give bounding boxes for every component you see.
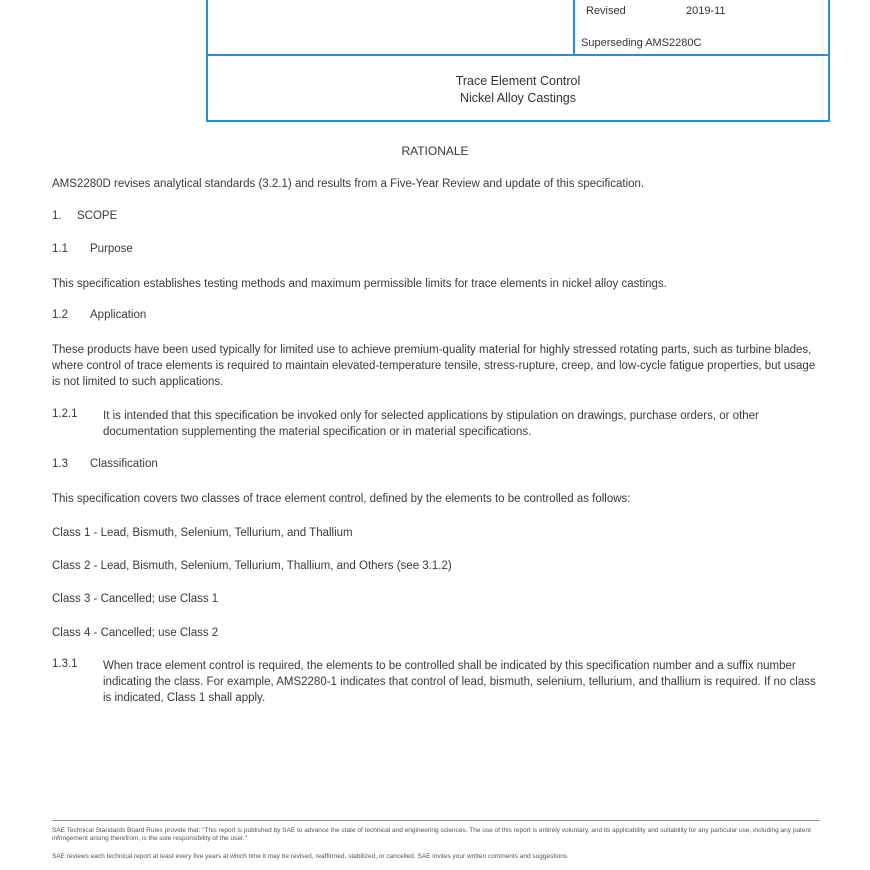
footer-review-notice: SAE reviews each technical report at least every five years at which time it may be revised, reaffirmed, stabilized, or cancelled. SAE invites your written comments and suggestions. — [52, 853, 569, 860]
section-1-2-1-text: It is intended that this specification be invoked only for selected applications by stipulation on drawings, purchase orders, or other documentation supplementing the material specification or in material specifications. — [103, 410, 759, 438]
section-1-2-text: These products have been used typically for limited use to achieve premium-quality material for highly stressed rotating parts, such as turbine blades, where control of trace elements is required to maintain elevated-temperature tensile, stress-rupture, creep, and low-cycle fatigue properties, but usage is not limited to such applications. — [52, 344, 816, 388]
document-header-box — [206, 0, 830, 122]
section-1-2-number: 1.2 — [52, 309, 68, 321]
section-1-number: 1. — [52, 210, 62, 222]
section-1-2-title: Application — [90, 309, 147, 321]
header-divider-vertical — [573, 0, 575, 56]
class-4-item: Class 4 - Cancelled; use Class 2 — [52, 627, 219, 639]
superseding-label: Superseding AMS2280C — [581, 37, 702, 49]
section-1-2-1-number: 1.2.1 — [52, 408, 78, 420]
section-1-3-1-number: 1.3.1 — [52, 658, 78, 670]
section-1-title: SCOPE — [77, 210, 118, 222]
header-divider-horizontal — [208, 54, 828, 56]
section-1-3-number: 1.3 — [52, 458, 68, 470]
revised-label: Revised — [586, 5, 626, 17]
section-1-1-text: This specification establishes testing methods and maximum permissible limits for trace elements in nickel alloy castings. — [52, 278, 667, 290]
class-2-item: Class 2 - Lead, Bismuth, Selenium, Tellurium, Thallium, and Others (see 3.1.2) — [52, 560, 452, 572]
revised-date: 2019-11 — [686, 5, 726, 17]
section-1-3-1-text: When trace element control is required, the elements to be controlled shall be indicated by this specification number and a suffix number indicating the class. For example, AMS2280-1 indicates that control of lead, bismuth, selenium, tellurium, and thallium is required. If no class is indicated, Class 1 shall apply. — [103, 660, 816, 704]
document-title-line1: Trace Element Control — [455, 74, 581, 88]
section-1-3-title: Classification — [90, 458, 158, 470]
footer-disclaimer: SAE Technical Standards Board Rules provide that: "This report is published by SAE to advance the state of technical and engineering sciences. The use of this report is entirely voluntary, and its applicability and suitability for any particular use, including any patent infringement arising therefrom, is the sole responsibility of the user." — [52, 827, 811, 842]
document-title-line2: Nickel Alloy Castings — [459, 91, 576, 105]
rationale-text: AMS2280D revises analytical standards (3.2.1) and results from a Five-Year Review and update of this specification. — [52, 178, 645, 190]
footer-divider — [52, 820, 820, 821]
section-1-3-text: This specification covers two classes of trace element control, defined by the elements to be controlled as follows: — [52, 493, 631, 505]
section-1-1-number: 1.1 — [52, 243, 68, 255]
section-1-1-title: Purpose — [90, 243, 133, 255]
class-3-item: Class 3 - Cancelled; use Class 1 — [52, 593, 219, 605]
class-1-item: Class 1 - Lead, Bismuth, Selenium, Tellurium, and Thallium — [52, 527, 353, 539]
rationale-heading: RATIONALE — [401, 144, 469, 158]
